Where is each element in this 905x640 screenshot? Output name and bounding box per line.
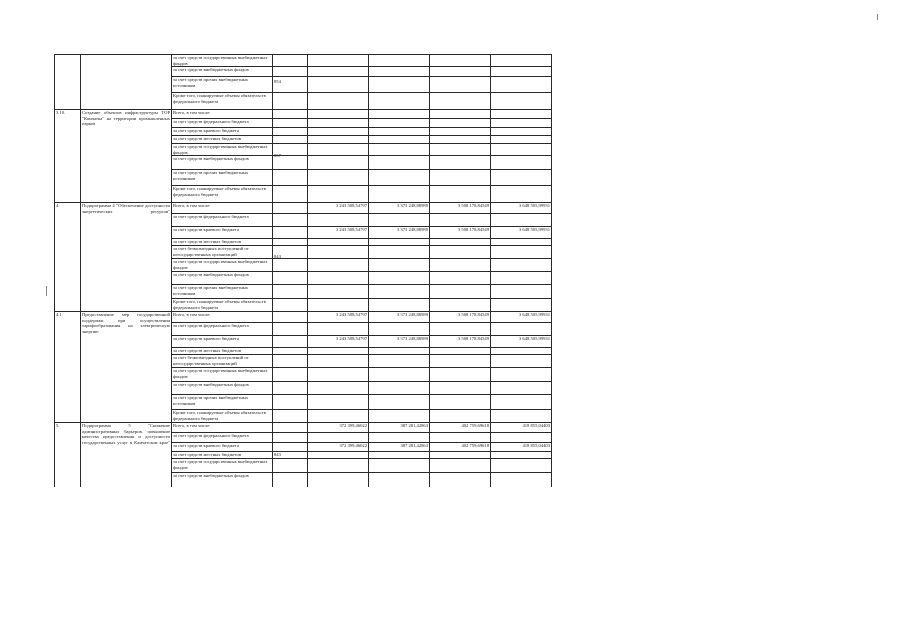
budget-code: 843 bbox=[274, 253, 281, 259]
row-label: за счет средств местных бюджетов bbox=[173, 348, 242, 353]
scan-margin-mark bbox=[46, 286, 47, 296]
value-cell: 3 243 508,54797 bbox=[335, 227, 367, 232]
row-label: за счет средств прочих внебюджетных источников bbox=[173, 77, 249, 88]
row-label: за счет средств прочих внебюджетных источников bbox=[173, 285, 249, 296]
row-label: за счет средств внебюджетных фондов bbox=[173, 272, 249, 277]
row-label: за счет средств краевого бюджета bbox=[173, 443, 239, 448]
row-label: за счет средств прочих внебюджетных источников bbox=[173, 170, 249, 181]
section-number: 5. bbox=[56, 423, 60, 428]
row-label: за счет средств местных бюджетов bbox=[173, 239, 242, 244]
section-name: Подпрограмма 5 "Снижение административных барьеров, повышение качества предоставления и доступности государственных услуг в Камчатском крае" bbox=[82, 423, 170, 445]
column-border bbox=[80, 54, 81, 487]
row-label: Всего, в том числе: bbox=[173, 203, 211, 208]
value-cell: 418 855,04403 bbox=[522, 423, 550, 428]
budget-code: 857 bbox=[274, 152, 281, 158]
row-label: за счет средств краевого бюджета bbox=[173, 227, 239, 232]
row-label: за счет средств федерального бюджета bbox=[173, 214, 249, 219]
column-border bbox=[307, 54, 308, 487]
budget-code: 843 bbox=[274, 451, 281, 457]
row-label: за счет средств краевого бюджета bbox=[173, 128, 239, 133]
budget-code: 854 bbox=[274, 78, 281, 84]
value-cell: 3 508 178,84549 bbox=[457, 336, 489, 341]
value-cell: 402 759,69618 bbox=[461, 423, 489, 428]
column-border bbox=[54, 54, 55, 487]
value-cell: 3 648 505,99931 bbox=[518, 203, 550, 208]
section-number: 4. bbox=[56, 203, 60, 208]
row-label: за счет средств государственных внебюджетных фондов bbox=[173, 368, 268, 379]
row-label: за счет средств внебюджетных фондов bbox=[173, 156, 249, 161]
value-cell: 3 648 505,99931 bbox=[518, 312, 550, 317]
row-label: за счет средств федерального бюджета bbox=[173, 119, 249, 124]
column-border bbox=[490, 54, 491, 487]
row-label: за счет безвозмездных поступлений от негосударственных организаций bbox=[173, 355, 249, 366]
value-cell: 372 399,46022 bbox=[339, 423, 367, 428]
section-number: 4.1. bbox=[56, 312, 63, 317]
row-label: Всего, в том числе: bbox=[173, 110, 211, 115]
row-label: за счет средств краевого бюджета bbox=[173, 336, 239, 341]
value-cell: 3 648 505,99931 bbox=[518, 336, 550, 341]
row-label: Всего, в том числе: bbox=[173, 423, 211, 428]
value-cell: 3 373 248,88989 bbox=[396, 227, 428, 232]
value-cell: 387 281,42863 bbox=[400, 423, 428, 428]
section-number: 3.10. bbox=[56, 110, 66, 115]
row-label: за счет средств местных бюджетов bbox=[173, 452, 242, 457]
row-label: за счет средств государственных внебюджетных фондов bbox=[173, 55, 268, 66]
row-label: за счет безвозмездных поступлений от негосударственных организаций bbox=[173, 246, 249, 257]
value-cell: 3 648 505,99931 bbox=[518, 227, 550, 232]
section-name: Подпрограмма 4 "Обеспечение доступности энергетических ресурсов" bbox=[82, 203, 170, 214]
value-cell: 3 373 248,88989 bbox=[396, 336, 428, 341]
row-label: за счет средств государственных внебюджетных фондов bbox=[173, 144, 268, 155]
section-name: Предоставление мер государственной поддержки при осуществлении тарифообразования на электрическую энергию bbox=[82, 312, 170, 334]
value-cell: 402 759,69618 bbox=[461, 443, 489, 448]
scan-corner-mark bbox=[877, 14, 878, 20]
column-border bbox=[272, 54, 273, 487]
value-cell: 387 281,42863 bbox=[400, 443, 428, 448]
value-cell: 372 399,46022 bbox=[339, 443, 367, 448]
row-label: Кроме того, планируемые объемы обязательств федерального бюджета bbox=[173, 299, 266, 310]
value-cell: 3 243 508,54797 bbox=[335, 336, 367, 341]
column-border bbox=[429, 54, 430, 487]
row-label: за счет средств местных бюджетов bbox=[173, 136, 242, 141]
row-label: за счет средств внебюджетных фондов bbox=[173, 67, 249, 72]
row-label: Всего, в том числе: bbox=[173, 312, 211, 317]
row-label: Кроме того, планируемые объемы обязательств федерального бюджета bbox=[173, 93, 266, 104]
section-name: Создание объектов инфраструктуры ТОР "Камчатка" на территории промышленных парков bbox=[82, 110, 170, 127]
row-label: Кроме того, планируемые объемы обязательств федерального бюджета bbox=[173, 410, 266, 421]
column-border bbox=[551, 54, 552, 487]
value-cell: 3 243 508,54797 bbox=[335, 312, 367, 317]
row-label: Кроме того, планируемые объемы обязательств федерального бюджета bbox=[173, 186, 266, 197]
table-top-border bbox=[54, 54, 552, 55]
value-cell: 3 373 248,88989 bbox=[396, 312, 428, 317]
row-label: за счет средств федерального бюджета bbox=[173, 323, 249, 328]
column-border bbox=[368, 54, 369, 487]
value-cell: 3 243 508,54797 bbox=[335, 203, 367, 208]
row-label: за счет средств федерального бюджета bbox=[173, 433, 249, 438]
value-cell: 3 508 178,84549 bbox=[457, 227, 489, 232]
value-cell: 3 508 178,84549 bbox=[457, 203, 489, 208]
column-border bbox=[171, 54, 172, 487]
value-cell: 3 508 178,84549 bbox=[457, 312, 489, 317]
row-label: за счет средств внебюджетных фондов bbox=[173, 473, 249, 478]
row-label: за счет средств государственных внебюджетных фондов bbox=[173, 259, 268, 270]
row-label: за счет средств государственных внебюджетных фондов bbox=[173, 459, 268, 470]
value-cell: 3 373 248,88989 bbox=[396, 203, 428, 208]
row-label: за счет средств внебюджетных фондов bbox=[173, 382, 249, 387]
value-cell: 418 855,04403 bbox=[522, 443, 550, 448]
row-label: за счет средств прочих внебюджетных источников bbox=[173, 395, 249, 406]
